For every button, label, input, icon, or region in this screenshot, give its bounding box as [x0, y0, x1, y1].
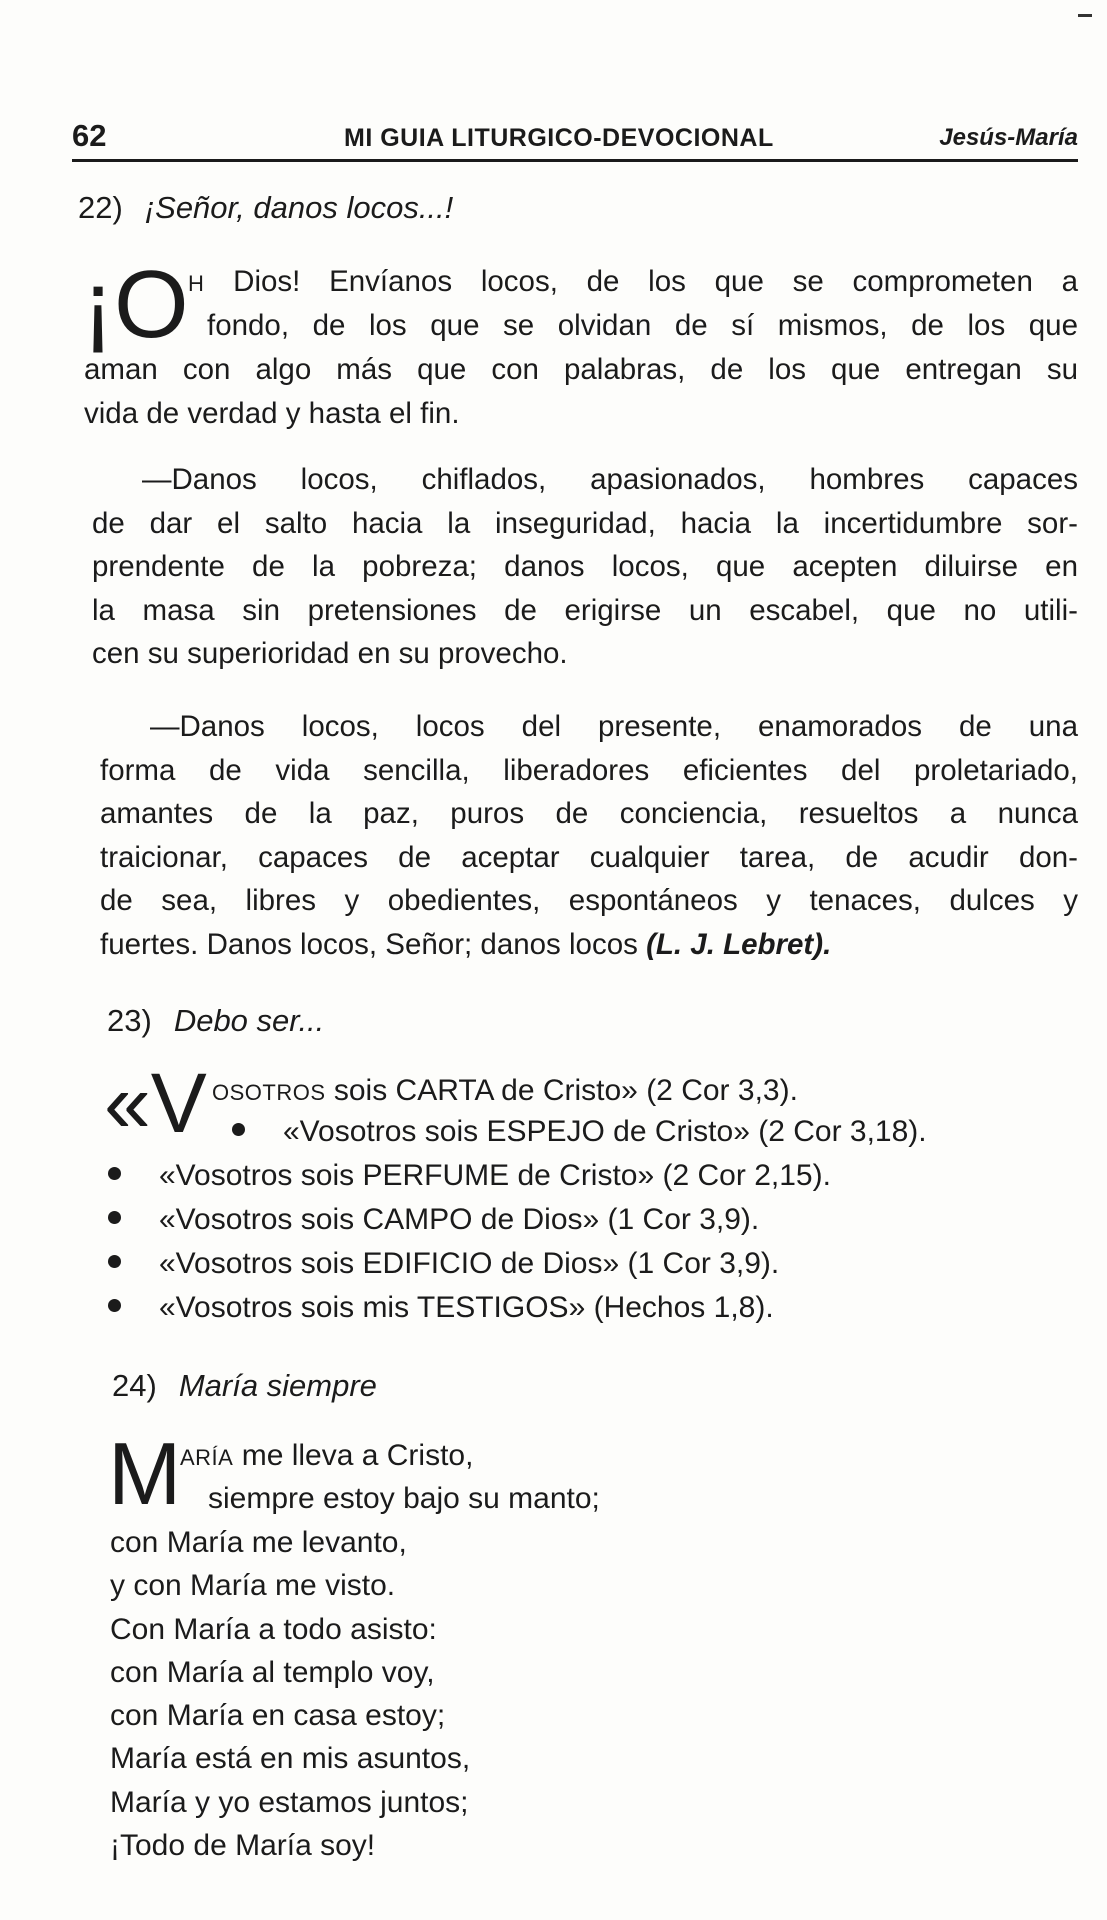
poem-body [110, 1521, 470, 1867]
dropcap-m: M [108, 1424, 182, 1523]
page-header [72, 118, 1078, 154]
text-line: cen su superioridad en su provecho. [92, 637, 568, 670]
section-title: ¡Señor, danos locos...! [144, 190, 454, 225]
lead-smallcaps: H [188, 271, 205, 296]
running-section: Jesús-María [939, 124, 1078, 151]
corner-mark [1078, 14, 1092, 17]
text-line: vida de verdad y hasta el fin. [84, 396, 460, 430]
item-text: «Vosotros sois CAMPO de Dios» (1 Cor 3,9). [159, 1203, 760, 1236]
bullet-icon [108, 1167, 121, 1180]
text-line: prendente de la pobreza; danos locos, que acepten diluirse en [92, 550, 1078, 583]
text-line: —Danos locos, locos del presente, enamorados de una [150, 710, 1078, 743]
item-text: «Vosotros sois PERFUME de Cristo» (2 Cor 2,15). [159, 1159, 831, 1192]
paragraph-intro-rest [84, 348, 1078, 435]
section-number: 22) [78, 190, 123, 225]
paragraph-danos-2 [100, 705, 1078, 966]
item-text: «Vosotros sois EDIFICIO de Dios» (1 Cor 3,9). [159, 1247, 780, 1280]
text-line: ¡Todo de María soy! [110, 1829, 376, 1863]
line-text: Dios! Envíanos locos, de los que se comprometen a [233, 265, 1078, 298]
item-text: «Vosotros sois mis TESTIGOS» (Hechos 1,8). [159, 1291, 774, 1324]
bullet-icon [232, 1123, 245, 1136]
page-number: 62 [72, 118, 107, 153]
text-line: forma de vida sencilla, liberadores eficientes del proletariado, [100, 753, 1078, 787]
text-line: con María en casa estoy; [110, 1699, 446, 1733]
poem-second-line [208, 1477, 600, 1520]
text-line: siempre estoy bajo su manto; [208, 1482, 600, 1515]
running-title: MI GUIA LITURGICO-DEVOCIONAL [344, 124, 774, 152]
text-line: Con María a todo asisto: [110, 1612, 437, 1646]
text-line: traicionar, capaces de aceptar cualquier tarea, de acudir don- [100, 840, 1078, 874]
text-line [100, 923, 1078, 967]
text-line: y con María me visto. [110, 1569, 396, 1603]
citation: (L. J. Lebret). [646, 927, 832, 961]
list-item [108, 1159, 831, 1193]
bullet-icon [108, 1255, 121, 1268]
text-line: con María me levanto, [110, 1526, 407, 1559]
text-line: con María al templo voy, [110, 1655, 435, 1689]
poem-first-line [180, 1434, 473, 1479]
text-line: —Danos locos, chiflados, apasionados, hombres capaces [142, 463, 1078, 496]
line-text: me lleva a Cristo, [241, 1439, 474, 1472]
section-title: María siempre [178, 1368, 377, 1403]
section-title: Debo ser... [173, 1003, 325, 1038]
section-heading-24 [112, 1368, 377, 1404]
lead-smallcaps: OSOTROS [212, 1080, 326, 1105]
header-rule [72, 159, 1078, 162]
list-item [108, 1291, 774, 1325]
item-text: «Vosotros sois ESPEJO de Cristo» (2 Cor 3,18). [283, 1115, 927, 1148]
text-line: María está en mis asuntos, [110, 1742, 471, 1776]
dropcap-o: ¡O [82, 251, 189, 358]
lead-smallcaps: ARÍA [180, 1445, 234, 1470]
text-line: aman con algo más que con palabras, de los que entregan su [84, 353, 1078, 386]
text-line: la masa sin pretensiones de erigirse un escabel, que no utili- [92, 593, 1078, 627]
dropcap-v: «V [104, 1056, 207, 1150]
bullet-icon [108, 1211, 121, 1224]
text-line: amantes de la paz, puros de conciencia, resueltos a nunca [100, 797, 1078, 830]
list-item [212, 1074, 798, 1108]
text-line: María y yo estamos juntos; [110, 1785, 469, 1819]
paragraph-intro-line2 [207, 304, 1078, 348]
section-heading-22 [78, 190, 453, 226]
bullet-icon [108, 1299, 121, 1312]
list-item [108, 1203, 759, 1237]
text-line [180, 1434, 473, 1479]
line-text: fuertes. Danos locos, Señor; danos locos [100, 927, 638, 961]
paragraph-danos-1 [92, 458, 1078, 676]
section-number: 23) [107, 1003, 152, 1038]
section-heading-23 [107, 1003, 324, 1039]
text-line: de sea, libres y obedientes, espontáneos y tenaces, dulces y [100, 884, 1078, 917]
item-text: sois CARTA de Cristo» (2 Cor 3,3). [333, 1074, 798, 1107]
section-number: 24) [112, 1368, 157, 1403]
list-item [232, 1115, 927, 1149]
paragraph-intro-lead [188, 260, 1078, 306]
text-line: fondo, de los que se olvidan de sí mismos, de los que [207, 309, 1078, 342]
list-item [108, 1247, 779, 1281]
text-line: de dar el salto hacia la inseguridad, hacia la incertidumbre sor- [92, 506, 1078, 540]
text-line [188, 260, 1078, 306]
